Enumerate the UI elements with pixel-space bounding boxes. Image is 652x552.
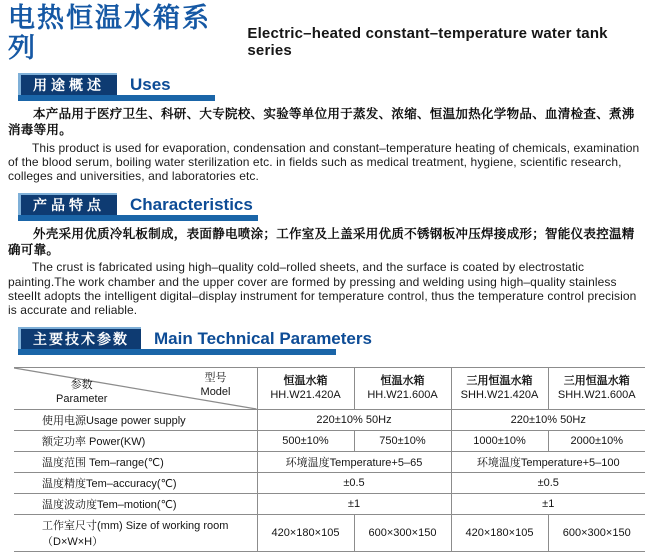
section-tab-characteristics-en: Characteristics <box>130 195 253 215</box>
table-header-row <box>14 367 645 409</box>
table-corner-cell <box>14 367 257 409</box>
row-value: 420×180×105 <box>451 514 548 551</box>
row-value: ±1 <box>451 493 645 514</box>
corner-param-en: Parameter <box>56 393 108 406</box>
page-title-zh: 电热恒温水箱系列 <box>8 3 211 63</box>
section-tab-uses-zh: 用途概述 <box>18 73 117 95</box>
row-value: 600×300×150 <box>354 514 451 551</box>
column-model: HH.W21.420A <box>270 389 341 402</box>
section-tab-characteristics-zh: 产品特点 <box>18 193 117 215</box>
column-model: HH.W21.600A <box>367 389 438 402</box>
row-value: 环境温度Temperature+5–100 <box>451 451 645 472</box>
row-value: ±0.5 <box>451 472 645 493</box>
corner-param-zh: 参数 <box>70 379 93 392</box>
corner-model-zh: 型号 <box>204 371 227 384</box>
characteristics-body-zh: 外壳采用优质冷轧板制成，表面静电喷涂；工作室及上盖采用优质不锈钢板冲压焊接成形；智能仪表控温精确可靠。 <box>8 227 635 257</box>
characteristics-body-en: The crust is fabricated using high–quality cold–rolled sheets, and the surface is coated by electrostatic painting.The work chamber and the upper cover are formed by pressing and welding using high–quality stainless steelIt adopts the intelligent digital–display instrument for temperature control, thus the temperature control precision is accurate and reliable. <box>8 260 637 317</box>
table-row <box>14 514 645 551</box>
row-value: 750±10% <box>354 430 451 451</box>
row-label: 工作室尺寸(mm) Size of working room（D×W×H） <box>14 514 257 551</box>
row-value: 环境温度Temperature+5–65 <box>257 451 451 472</box>
column-header <box>548 367 645 409</box>
page-title <box>0 0 652 63</box>
section-tab-parameters-zh: 主要技术参数 <box>18 327 141 349</box>
row-value: 600×300×150 <box>548 514 645 551</box>
row-value: 1000±10% <box>451 430 548 451</box>
table-row <box>14 472 645 493</box>
table-row <box>14 451 645 472</box>
column-header <box>354 367 451 409</box>
row-label: 温度精度Tem–accuracy(℃) <box>14 472 257 493</box>
row-value: 220±10% 50Hz <box>257 409 451 430</box>
uses-body-zh: 本产品用于医疗卫生、科研、大专院校、实验等单位用于蒸发、浓缩、恒温加热化学物品、血清检查、煮沸消毒等用。 <box>8 107 635 137</box>
corner-model-en: Model <box>200 386 231 399</box>
row-label: 使用电源Usage power supply <box>14 409 257 430</box>
corner-parameter-label <box>56 379 107 407</box>
section-header-uses <box>18 73 652 101</box>
technical-parameters-table <box>14 367 645 552</box>
corner-model-label <box>201 371 231 400</box>
column-model: SHH.W21.600A <box>557 389 636 402</box>
column-name: 恒温水箱 <box>380 375 425 388</box>
row-label: 温度范围 Tem–range(℃) <box>14 451 257 472</box>
row-value: ±0.5 <box>257 472 451 493</box>
row-label: 温度波动度Tem–motion(℃) <box>14 493 257 514</box>
table-row <box>14 493 645 514</box>
section-tab-uses-en: Uses <box>130 75 171 95</box>
section-header-characteristics <box>18 193 652 221</box>
table-row <box>14 430 645 451</box>
row-value: 420×180×105 <box>257 514 354 551</box>
section-underline-bar <box>18 349 336 355</box>
uses-body-en: This product is used for evaporation, condensation and constant–temperature heating of chemicals, examination of the blood serum, boiling water sterilization etc. in fields such as medical treatment, hygiene, scientific research, colleges and universities, and laboratories etc. <box>8 140 640 183</box>
row-value: ±1 <box>257 493 451 514</box>
row-value: 220±10% 50Hz <box>451 409 645 430</box>
section-header-parameters <box>18 327 652 355</box>
section-underline-bar <box>18 95 215 101</box>
row-value: 2000±10% <box>548 430 645 451</box>
section-tab-parameters-en: Main Technical Parameters <box>154 328 372 348</box>
page-title-en: Electric–heated constant–temperature water tank series <box>247 25 608 60</box>
column-model: SHH.W21.420A <box>460 389 539 402</box>
column-header <box>257 367 354 409</box>
row-label: 额定功率 Power(KW) <box>14 430 257 451</box>
column-name: 恒温水箱 <box>283 375 328 388</box>
column-name: 三用恒温水箱 <box>466 375 533 388</box>
section-underline-bar <box>18 215 258 221</box>
column-header <box>451 367 548 409</box>
column-name: 三用恒温水箱 <box>563 375 630 388</box>
row-value: 500±10% <box>257 430 354 451</box>
table-row <box>14 409 645 430</box>
